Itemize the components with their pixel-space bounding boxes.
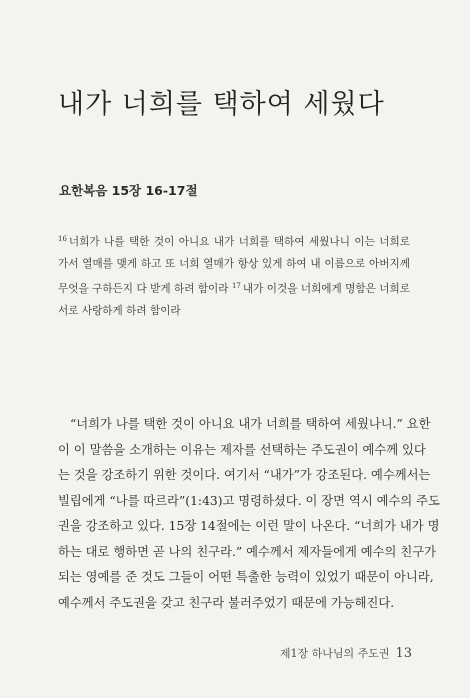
page-title: 내가 너희를 택하여 세웠다 (58, 89, 385, 120)
scripture-passage (58, 228, 410, 322)
page-number: 13 (395, 646, 412, 661)
body-line: 권을 강조하고 있다. 15장 14절에는 이런 말이 나온다. “너희가 내가 명 (58, 519, 440, 533)
body-line: 이 이 말씀을 소개하는 이유는 제자를 선택하는 주도권이 예수께 있다 (58, 442, 426, 457)
body-line: 빌립에게 “나를 따르라”(1:43)고 명령하셨다. 이 장면 역시 예수의 주도 (58, 493, 440, 508)
body-line: 예수께서 주도권을 갖고 친구라 불러주었기 때문에 가능해진다. (58, 595, 395, 610)
verse-16-text: 너희가 나를 택한 것이 아니요 내가 너희를 택하여 세웠나니 이는 너희로 가서 열매를 맺게 하고 또 너희 열매가 항상 있게 하여 내 이름으로 아버지께 무엇을 구하든지 다 받게 하려 함이라 (58, 236, 410, 295)
body-line: 되는 영예를 준 것도 그들이 어떤 특출한 능력이 있었기 때문이 아니라, (58, 570, 434, 584)
body-line: 는 것을 강조하기 위한 것이다. 여기서 “내가”가 강조된다. 예수께서는 (58, 468, 431, 482)
body-line: “너희가 나를 택한 것이 아니요 내가 너희를 택하여 세웠나니.” 요한 (70, 417, 431, 431)
verse-17-text: 내가 이것을 너희에게 명함은 너희로 서로 사랑하게 하려 함이라 (58, 283, 410, 317)
scripture-reference: 요한복음 15장 16-17절 (59, 183, 198, 198)
body-paragraph (58, 412, 440, 616)
body-line: 하는 대로 행하면 곧 나의 친구라.” 예수께서 제자들에게 예수의 친구가 (58, 544, 436, 559)
page-footer (280, 645, 412, 661)
verse-number-16: 16 (58, 235, 67, 243)
chapter-label: 제1장 하나님의 주도권 (279, 647, 390, 660)
verse-number-17: 17 (231, 282, 241, 290)
